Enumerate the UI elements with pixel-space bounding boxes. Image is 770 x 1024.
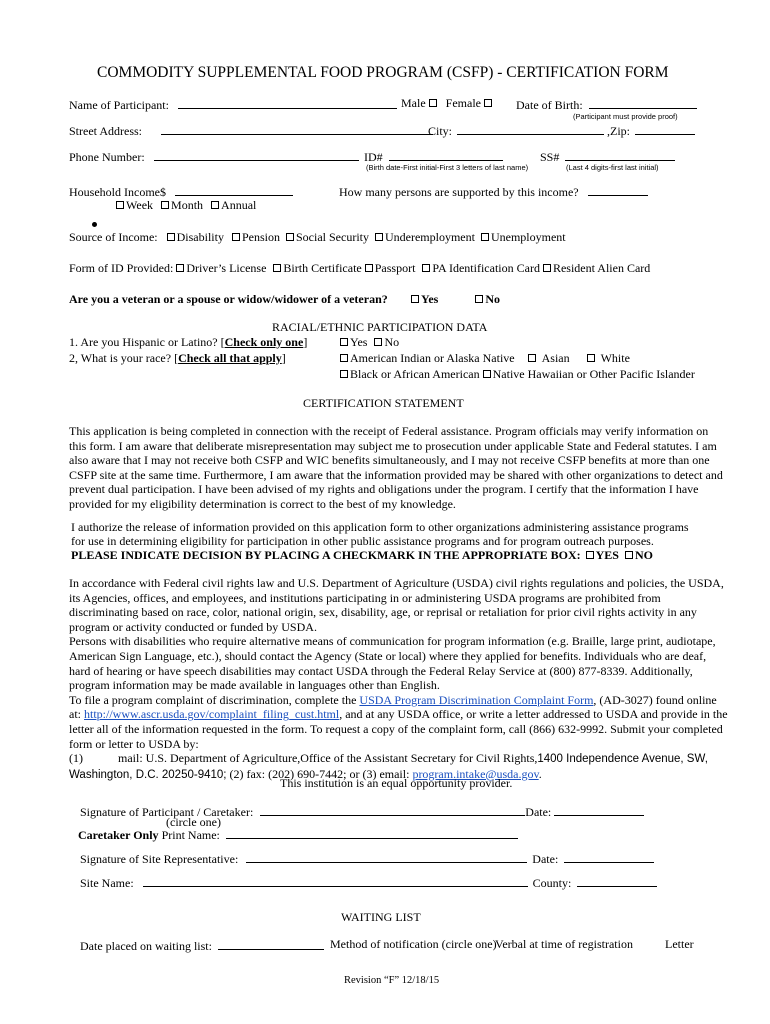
dob-field[interactable] [589,96,697,109]
underemployment-checkbox[interactable] [375,233,383,241]
dob-note: (Participant must provide proof) [573,112,678,121]
participant-name-field[interactable] [178,96,397,109]
id-form-label: Form of ID Provided: [69,261,174,275]
female-label: Female [445,96,481,110]
notification-verbal[interactable]: Verbal at time of registration [495,937,633,951]
white-checkbox[interactable] [587,354,595,362]
persons-row [339,183,648,200]
certification-paragraph: This application is being completed in connection with the receipt of Federal assistance. Program officials may verify information on this form. I am aware that deliberate misrepresentation may subject me to prosecution under applicable State and Federal statutes. I am also aware that I may not receive both CSFP and WIC benefits simultaneously, and I may not receive CSFP benefits at more than one CSFP site at the same time. Furthermore, I am aware that the information provided may be shared with other organizations to detect and prevent dual participation. I have been advised of my rights and obligations under the program. I certify that the information I have provided for my eligibility determination is correct to the best of my knowledge. [69,424,723,511]
date2-field[interactable] [564,850,654,863]
unemployment-label: Unemployment [490,230,566,244]
bullet-dot [92,222,97,227]
persons-question: How many persons are supported by this income? [339,185,579,199]
mail-text-c: Washington, D.C. 20250-9410; [69,768,227,781]
decision-yes-checkbox[interactable] [586,551,594,559]
complaint-form-link[interactable]: USDA Program Discrimination Complaint Form [359,692,594,707]
ss-field[interactable] [565,148,675,161]
week-label: Week [126,198,154,212]
page-title: COMMODITY SUPPLEMENTAL FOOD PROGRAM (CSFP) - CERTIFICATION FORM [97,64,669,81]
pension-label: Pension [241,230,280,244]
annual-label: Annual [221,198,257,212]
phone-row [69,148,359,165]
decision-text: PLEASE INDICATE DECISION BY PLACING A CHECKMARK IN THE APPROPRIATE BOX: [71,548,581,562]
race-options-row2 [337,367,695,382]
decision-no-label: NO [634,548,653,562]
site-name-field[interactable] [143,874,528,887]
id-note: (Birth date-First initial-First 3 letters of last name) [366,163,529,172]
caretaker-print-row [78,826,518,843]
site-signature-field[interactable] [246,850,527,863]
income-source-label: Source of Income: [69,230,158,244]
veteran-question: Are you a veteran or a spouse or widow/widower of a veteran? [69,292,388,306]
underemployment-label: Underemployment [384,230,475,244]
race-question-prefix: 2, What is your race? [ [69,351,179,365]
mail-text-d: (2) fax: (202) 690-7442; or (3) email: [226,766,413,781]
dob-row [516,96,697,113]
pa-id-checkbox[interactable] [422,264,430,272]
mail-text-b: 1400 Independence Avenue, SW, [537,753,708,766]
dob-label: Date of Birth: [516,98,583,112]
street-label: Street Address: [69,124,142,138]
site-signature-row [80,850,654,867]
notification-letter[interactable]: Letter [665,937,694,951]
waiting-date-field[interactable] [218,937,324,950]
street-row [69,122,433,139]
asian-checkbox[interactable] [528,354,536,362]
date1-label: Date: [525,805,552,819]
hispanic-options [337,335,399,350]
male-label: Male [401,96,426,110]
week-checkbox[interactable] [116,201,124,209]
unemployment-checkbox[interactable] [481,233,489,241]
hispanic-yes-label: Yes [350,335,368,349]
waiting-date-row [80,937,324,954]
complaint-url-link[interactable]: http://www.ascr.usda.gov/complaint_filing_cust.html [84,707,340,722]
income-label: Household Income$ [69,185,166,199]
hispanic-no-checkbox[interactable] [374,338,382,346]
hispanic-question-emphasis: Check only one [224,335,304,349]
black-label: Black or African American [350,367,480,381]
revision-footer: Revision “F” 12/18/15 [344,975,440,986]
decision-row [71,548,653,563]
passport-checkbox[interactable] [365,264,373,272]
native-hawaiian-checkbox[interactable] [483,370,491,378]
annual-checkbox[interactable] [211,201,219,209]
persons-field[interactable] [588,183,648,196]
veteran-no-label: No [485,292,501,306]
participant-signature-field[interactable] [260,803,525,816]
mail-text-a: mail: U.S. Department of Agriculture,Office of the Assistant Secretary for Civil Rights, [118,751,538,766]
native-hawaiian-label: Native Hawaiian or Other Pacific Islander [492,367,695,381]
phone-field[interactable] [154,148,359,161]
county-field[interactable] [577,874,657,887]
drivers-license-label: Driver’s License [186,261,267,275]
print-name-label: Print Name: [158,828,220,842]
race-question [69,351,286,366]
pension-checkbox[interactable] [232,233,240,241]
american-indian-checkbox[interactable] [340,354,348,362]
birth-certificate-label: Birth Certificate [283,261,362,275]
caretaker-only-label: Caretaker Only [78,828,159,842]
city-row [428,122,695,139]
american-indian-label: American Indian or Alaska Native [350,351,515,365]
pa-id-label: PA Identification Card [432,261,540,275]
decision-yes-label: YES [595,548,619,562]
hispanic-no-label: No [384,335,400,349]
id-label: ID# [364,150,383,164]
mail-number: (1) [69,751,83,766]
race-options-row1 [337,351,630,366]
black-checkbox[interactable] [340,370,348,378]
race-question-emphasis: Check all that apply [178,351,282,365]
circle-one-note: (circle one) [166,815,221,829]
month-checkbox[interactable] [161,201,169,209]
social-security-checkbox[interactable] [286,233,294,241]
complaint-text-b: , (AD-3027) found online at: [69,692,717,722]
city-label: City: [428,124,453,138]
veteran-yes-label: Yes [421,292,439,306]
participant-name-label: Name of Participant: [69,98,169,112]
income-source-row [69,230,566,245]
civil-rights-p3 [69,693,729,751]
participant-signature-row [80,803,644,820]
equal-opportunity: This institution is an equal opportunity provider. [280,776,513,790]
race-question-suffix: ] [281,351,286,365]
disability-checkbox[interactable] [167,233,175,241]
complaint-text-c: , and at any USDA office, or write a letter addressed to USDA and provide in the letter all of the information requested in the form. To request a copy of the complaint form, call (866) 632-9992. Submit your completed form or letter to USDA by: [69,707,728,751]
racial-heading: RACIAL/ETHNIC PARTICIPATION DATA [272,320,488,334]
civil-rights-p1: In accordance with Federal civil rights law and U.S. Department of Agriculture (USDA) civil rights regulations and policies, the USDA, its Agencies, offices, and employees, and institutions participating in or administering USDA programs are prohibited from discriminating based on race, color, national origin, sex, disability, age, or reprisal or retaliation for prior civil rights activity in any program or activity conducted or funded by USDA. [69,576,724,634]
id-field[interactable] [389,148,503,161]
notification-method: Method of notification (circle one) [330,937,497,951]
phone-label: Phone Number: [69,150,145,164]
hispanic-question [69,335,307,350]
county-label: County: [532,876,572,890]
decision-no-checkbox[interactable] [625,551,633,559]
participant-signature-label: Signature of Participant / Caretaker: [80,805,254,819]
veteran-yes-checkbox[interactable] [411,295,419,303]
income-period-group [113,198,256,213]
resident-alien-label: Resident Alien Card [552,261,651,275]
sex-group [401,96,494,111]
date2-label: Date: [532,852,559,866]
month-label: Month [171,198,204,212]
veteran-options [408,292,500,307]
ss-note: (Last 4 digits-first last initial) [566,163,659,172]
hispanic-question-suffix: ] [303,335,308,349]
ss-label: SS# [540,150,560,164]
civil-rights-block [69,576,729,782]
zip-field[interactable] [635,122,695,135]
asian-label: Asian [541,351,570,365]
date1-field[interactable] [554,803,644,816]
waiting-date-label: Date placed on waiting list: [80,939,212,953]
white-label: White [600,351,630,365]
site-name-label: Site Name: [80,876,134,890]
female-checkbox[interactable] [484,99,492,107]
authorize-paragraph: I authorize the release of information provided on this application form to other organizations administering assistance programs for use in determining eligibility for participation in other public assistance programs and for program outreach purposes. [71,520,689,548]
site-signature-label: Signature of Site Representative: [80,852,239,866]
street-field[interactable] [161,122,433,135]
income-field[interactable] [175,183,293,196]
participant-name-row [69,96,397,113]
city-field[interactable] [457,122,604,135]
veteran-no-checkbox[interactable] [475,295,483,303]
complaint-text-a: To file a program complaint of discrimination, complete the [69,692,360,707]
disability-label: Disability [176,230,224,244]
civil-rights-p2: Persons with disabilities who require alternative means of communication for program information (e.g. Braille, large print, audiotape, American Sign Language, etc.), should contact the Agency (State or local) where they applied for benefits. Individuals who are deaf, hard of hearing or have speech disabilities may contact USDA through the Federal Relay Service at (800) 877-8339. Additionally, program information may be made available in languages other than English. [69,634,716,693]
certification-heading: CERTIFICATION STATEMENT [303,396,464,410]
print-name-field[interactable] [226,826,518,839]
id-form-row [69,261,650,276]
site-name-row [80,874,657,891]
drivers-license-checkbox[interactable] [176,264,184,272]
resident-alien-checkbox[interactable] [543,264,551,272]
passport-label: Passport [374,261,416,275]
hispanic-question-prefix: 1. Are you Hispanic or Latino? [ [69,335,225,349]
waiting-list-heading: WAITING LIST [341,910,421,924]
birth-certificate-checkbox[interactable] [273,264,281,272]
mail-end: . [538,766,542,781]
social-security-label: Social Security [296,230,369,244]
hispanic-yes-checkbox[interactable] [340,338,348,346]
email-link[interactable]: program.intake@usda.gov [412,766,539,781]
zip-label: ,Zip: [607,124,631,138]
male-checkbox[interactable] [429,99,437,107]
